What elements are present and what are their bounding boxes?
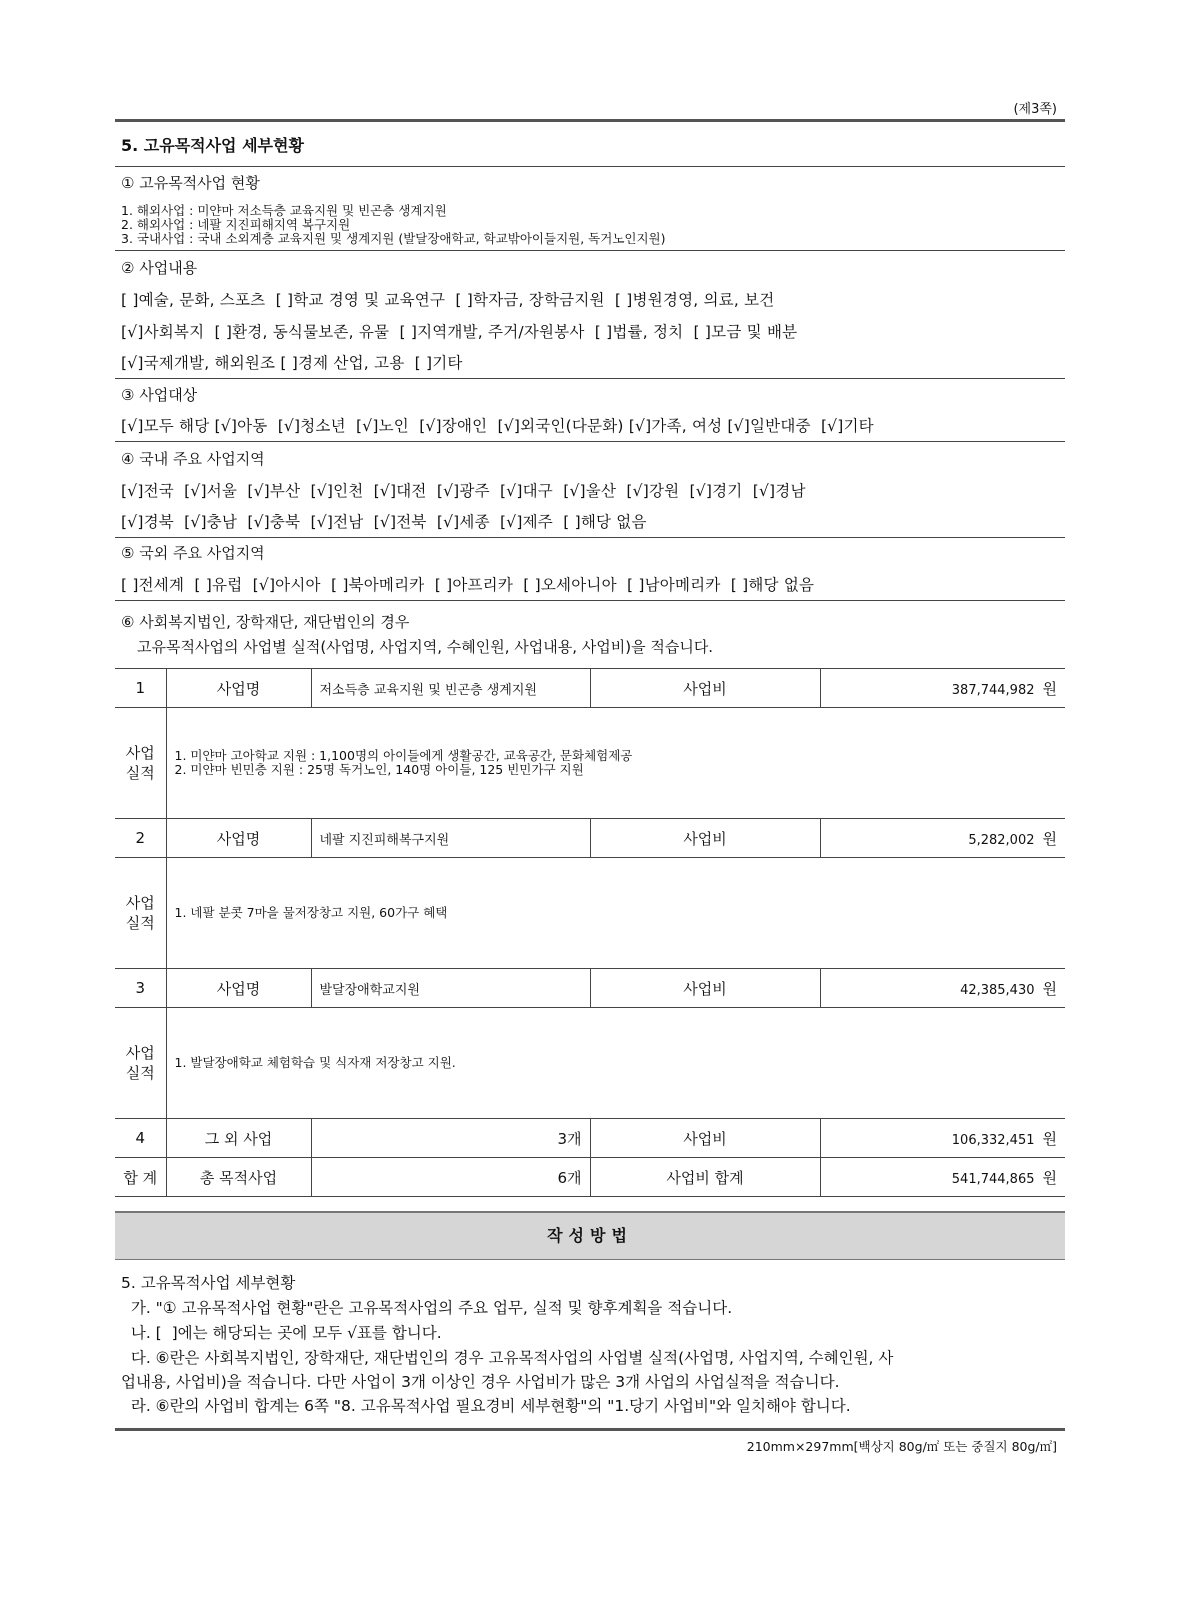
instruction-line: 나. [ ]에는 해당되는 곳에 모두 √표를 합니다. — [121, 1324, 442, 1342]
section-title: 5. 고유목적사업 세부현황 — [121, 136, 304, 155]
instruction-line: 가. "① 고유목적사업 현황"란은 고유목적사업의 주요 업무, 실적 및 향후계획을 적습니다. — [121, 1299, 733, 1317]
name-label: 사업명 — [166, 969, 311, 1008]
won-unit: 원 — [1042, 679, 1057, 698]
cost-value: 5,282,002 — [968, 832, 1035, 848]
perf-label-line-1: 사업 — [125, 894, 155, 912]
business-cost — [820, 819, 1065, 858]
business-cost — [820, 669, 1065, 708]
s4-options-1: [√]전국 [√]서울 [√]부산 [√]인천 [√]대전 [√]광주 [√]대구 [√]울산 [√]강원 [√]경기 [√]경남 — [121, 482, 806, 500]
name-label: 사업명 — [166, 819, 311, 858]
performance-label — [115, 1008, 166, 1119]
table-row-total — [115, 1158, 1065, 1197]
total-label: 합 계 — [115, 1158, 166, 1197]
total-cost-label: 사업비 합계 — [590, 1158, 820, 1197]
total-business-label: 총 목적사업 — [166, 1158, 311, 1197]
won-unit: 원 — [1042, 829, 1057, 848]
bottom-rule — [115, 1428, 1065, 1431]
performance-label — [115, 858, 166, 969]
total-count: 6개 — [311, 1158, 590, 1197]
table-row — [115, 708, 1065, 819]
business-name: 네팔 지진피해복구지원 — [311, 819, 590, 858]
perf-line: 1. 미얀마 고아학교 지원 : 1,100명의 아이들에게 생활공간, 교육공간, 문화체험제공 — [174, 748, 633, 763]
s3-options: [√]모두 해당 [√]아동 [√]청소년 [√]노인 [√]장애인 [√]외국인(다문화) [√]가족, 여성 [√]일반대중 [√]기타 — [121, 417, 874, 435]
item-number: 4 — [115, 1119, 166, 1158]
other-cost — [820, 1119, 1065, 1158]
top-rule — [115, 119, 1065, 122]
perf-line: 2. 미얀마 빈민층 지원 : 25명 독거노인, 140명 아이들, 125 빈민가구 지원 — [174, 762, 584, 777]
won-unit: 원 — [1042, 1168, 1057, 1187]
perf-label-line-1: 사업 — [125, 744, 155, 762]
cost-label: 사업비 — [590, 819, 820, 858]
page-number: (제3쪽) — [1013, 102, 1057, 117]
other-label: 그 외 사업 — [166, 1119, 311, 1158]
table-row — [115, 858, 1065, 969]
cost-label: 사업비 — [590, 1119, 820, 1158]
perf-line: 1. 발달장애학교 체험학습 및 식자재 저장창고 지원. — [174, 1055, 456, 1070]
instruction-line: 라. ⑥란의 사업비 합계는 6쪽 "8. 고유목적사업 필요경비 세부현황"의 "1.당기 사업비"와 일치해야 합니다. — [121, 1397, 851, 1415]
table-row-other — [115, 1119, 1065, 1158]
item-number: 1 — [115, 669, 166, 708]
won-unit: 원 — [1042, 979, 1057, 998]
s4-options-2: [√]경북 [√]충남 [√]충북 [√]전남 [√]전북 [√]세종 [√]제주 [ ]해당 없음 — [121, 513, 647, 531]
perf-label-line-2: 실적 — [125, 1064, 155, 1082]
performance-label — [115, 708, 166, 819]
cost-value: 541,744,865 — [951, 1171, 1035, 1187]
performance-detail — [166, 708, 1065, 819]
item-number: 3 — [115, 969, 166, 1008]
instruction-line: 다. ⑥란은 사회복지법인, 장학재단, 재단법인의 경우 고유목적사업의 사업별 실적(사업명, 사업지역, 수혜인원, 사 — [121, 1349, 894, 1367]
perf-label-line-2: 실적 — [125, 764, 155, 782]
s4-heading: ④ 국내 주요 사업지역 — [121, 450, 265, 468]
instruction-line: 업내용, 사업비)을 적습니다. 다만 사업이 3개 이상인 경우 사업비가 많은 3개 사업의 사업실적을 적습니다. — [121, 1373, 840, 1391]
business-table — [115, 668, 1065, 1197]
name-label: 사업명 — [166, 669, 311, 708]
other-count: 3개 — [311, 1119, 590, 1158]
s2-options-3: [√]국제개발, 해외원조 [ ]경제 산업, 고용 [ ]기타 — [121, 354, 463, 372]
table-row — [115, 819, 1065, 858]
s6-subheading: 고유목적사업의 사업별 실적(사업명, 사업지역, 수혜인원, 사업내용, 사업비)을 적습니다. — [137, 638, 714, 656]
item-number: 2 — [115, 819, 166, 858]
cost-label: 사업비 — [590, 669, 820, 708]
divider — [115, 600, 1065, 601]
s5-options: [ ]전세계 [ ]유럽 [√]아시아 [ ]북아메리카 [ ]아프리카 [ ]오세아니아 [ ]남아메리카 [ ]해당 없음 — [121, 576, 815, 594]
table-row — [115, 969, 1065, 1008]
divider — [115, 537, 1065, 538]
s2-heading: ② 사업내용 — [121, 259, 198, 277]
table-row — [115, 669, 1065, 708]
s3-heading: ③ 사업대상 — [121, 386, 198, 404]
s2-options-2: [√]사회복지 [ ]환경, 동식물보존, 유물 [ ]지역개발, 주거/자원봉사 [ ]법률, 정치 [ ]모금 및 배분 — [121, 323, 798, 341]
table-row — [115, 1008, 1065, 1119]
cost-value: 387,744,982 — [951, 682, 1035, 698]
divider — [115, 250, 1065, 251]
s1-line-2: 2. 해외사업 : 네팔 지진피해지역 복구지원 — [121, 217, 351, 232]
paper-spec: 210mm×297mm[백상지 80g/㎡ 또는 중질지 80g/㎡] — [746, 1439, 1057, 1454]
total-cost — [820, 1158, 1065, 1197]
s6-heading: ⑥ 사회복지법인, 장학재단, 재단법인의 경우 — [121, 613, 410, 631]
cost-value: 106,332,451 — [951, 1132, 1035, 1148]
divider — [115, 378, 1065, 379]
s1-heading: ① 고유목적사업 현황 — [121, 174, 260, 192]
business-cost — [820, 969, 1065, 1008]
performance-detail — [166, 858, 1065, 969]
business-name: 저소득층 교육지원 및 빈곤층 생계지원 — [311, 669, 590, 708]
cost-label: 사업비 — [590, 969, 820, 1008]
perf-line: 1. 네팔 분콧 7마을 물저장창고 지원, 60가구 혜택 — [174, 905, 448, 920]
s2-options-1: [ ]예술, 문화, 스포츠 [ ]학교 경영 및 교육연구 [ ]학자금, 장학금지원 [ ]병원경영, 의료, 보건 — [121, 291, 775, 309]
divider — [115, 441, 1065, 442]
business-name: 발달장애학교지원 — [311, 969, 590, 1008]
performance-detail — [166, 1008, 1065, 1119]
won-unit: 원 — [1042, 1129, 1057, 1148]
perf-label-line-2: 실적 — [125, 914, 155, 932]
instruction-line: 5. 고유목적사업 세부현황 — [121, 1274, 296, 1292]
cost-value: 42,385,430 — [960, 982, 1035, 998]
s1-line-1: 1. 해외사업 : 미얀마 저소득층 교육지원 및 빈곤층 생계지원 — [121, 203, 447, 218]
perf-label-line-1: 사업 — [125, 1044, 155, 1062]
divider — [115, 166, 1065, 167]
s1-line-3: 3. 국내사업 : 국내 소외계층 교육지원 및 생계지원 (발달장애학교, 학교밖아이들지원, 독거노인지원) — [121, 231, 666, 246]
s5-heading: ⑤ 국외 주요 사업지역 — [121, 544, 265, 562]
instructions-heading: 작성방법 — [115, 1211, 1065, 1260]
